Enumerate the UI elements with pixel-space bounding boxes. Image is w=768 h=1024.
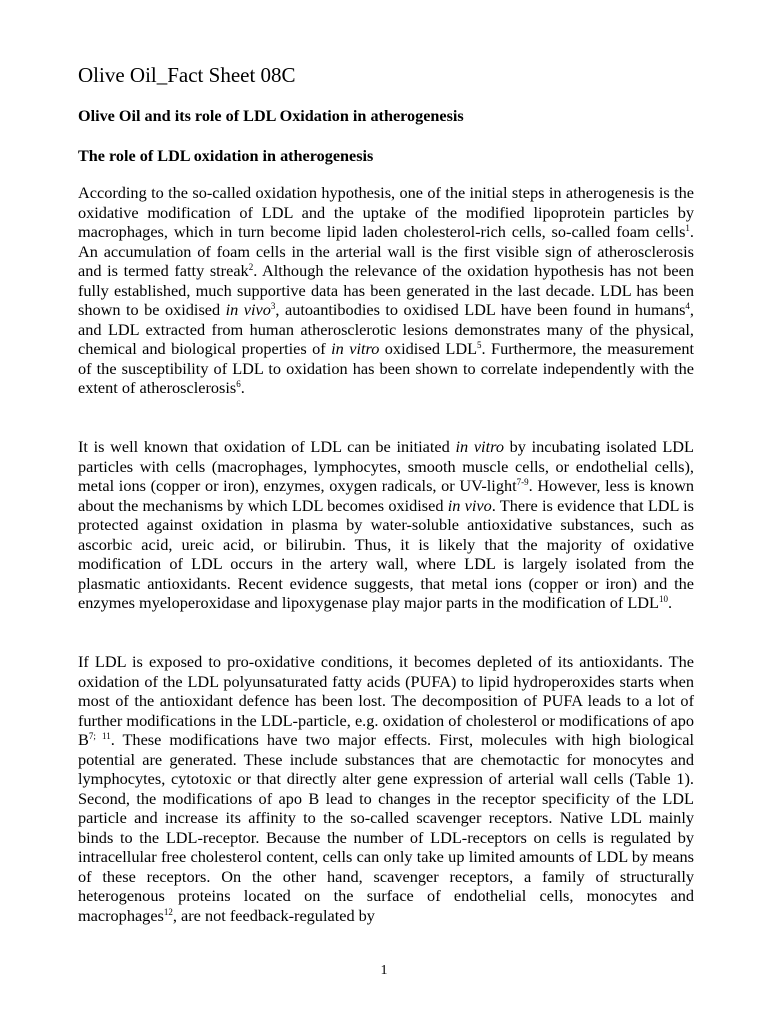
reference-7-9: 7-9 (516, 477, 529, 487)
p2-italic-in-vivo: in vivo (447, 495, 492, 515)
p2-text-5: . (667, 593, 673, 612)
p1-text-8: . (240, 378, 245, 397)
p1-text-5: , and LDL extracted from human atherosclerotic lesions demonstrates many of the physical, chemical and biological properties of (78, 300, 694, 358)
p2-text-1: It is well known that oxidation of LDL can be initiated (78, 437, 456, 456)
p1-text-2: . An accumulation of foam cells in the arterial wall is the first visible sign of atherosclerosis and is termed fatty streak (78, 222, 694, 280)
p3-text-2: . These modifications have two major effects. First, molecules with high biological potential are generated. These include substances that are chemotactic for monocytes and lymphocytes, cytotoxic or that directly alter gene expression of arterial wall cells (Table 1). Second, the modifications of apo B lead to changes in the receptor specificity of the LDL particle and increase its affinity to the so-called scavenger receptors. Native LDL mainly binds to the LDL-receptor. Because the number of LDL-receptors on cells is regulated by intracellular free cholesterol content, cells can only take up limited amounts of LDL by means of these receptors. On the other hand, scavenger receptors, a family of structurally heterogenous proteins located on the surface of endothelial cells, monocytes and macrophages (78, 730, 694, 925)
p2-text-4: . There is evidence that LDL is protected against oxidation in plasma by water-soluble antioxidative substances, such as ascorbic acid, ureic acid, or bilirubin. Thus, it is likely that the majority of oxidative modification of LDL occurs in the artery wall, where LDL is largely isolated from the plasmatic antioxidants. Recent evidence suggests, that metal ions (copper or iron) and the enzymes myeloperoxidase and lipoxygenase play major parts in the modification of LDL (78, 495, 695, 612)
p1-text-3: . Although the relevance of the oxidation hypothesis has not been fully established, much supportive data has been generated in the last decade. LDL has been shown to be oxidised (78, 261, 695, 319)
reference-12: 12 (163, 906, 173, 917)
p2-text-3: . However, less is known about the mechanisms by which LDL becomes oxidised (78, 476, 694, 515)
reference-1: 1 (685, 223, 690, 233)
main-heading: Olive Oil and its role of LDL Oxidation in atherogenesis (78, 107, 464, 125)
reference-7-11: 7; 11 (88, 731, 111, 741)
p2-text-2: by incubating isolated LDL particles with cells (macrophages, lymphocytes, smooth muscle cells, or endothelial cells), metal ions (copper or iron), enzymes, oxygen radicals, or UV-light (78, 437, 695, 495)
p2-italic-in-vitro: in vitro (455, 437, 504, 456)
p1-text-4: , autoantibodies to oxidised LDL have been found in humans (275, 300, 686, 319)
reference-5: 5 (477, 340, 482, 350)
p1-italic-in-vitro: in vitro (331, 339, 380, 358)
p3-text-1: If LDL is exposed to pro-oxidative conditions, it becomes depleted of its antioxidants. The oxidation of the LDL polyunsaturated fatty acids (PUFA) to lipid hydroperoxides starts when most of the antioxidant defence has been lost. The decomposition of PUFA leads to a lot of further modifications in the LDL-particle, e.g. oxidation of cholesterol or modifications of apo B (78, 652, 694, 749)
p1-text-6: oxidised LDL (379, 339, 478, 358)
page-number: 1 (380, 963, 388, 978)
p3-text-3: , are not feedback-regulated by (172, 905, 375, 925)
reference-10: 10 (658, 594, 668, 604)
paragraph-3 (78, 652, 694, 925)
reference-4: 4 (685, 301, 690, 311)
reference-2: 2 (248, 262, 254, 272)
p1-italic-in-vivo: in vivo (225, 300, 271, 319)
reference-3: 3 (270, 301, 276, 311)
paragraph-2 (78, 437, 694, 613)
p1-text-1: According to the so-called oxidation hypothesis, one of the initial steps in atherogenesis is the oxidative modification of LDL and the uptake of the modified lipoprotein particles by macrophages, which in turn become lipid laden cholesterol-rich cells, so-called foam cells (78, 183, 694, 241)
reference-6: 6 (236, 379, 241, 389)
document-title: Olive Oil_Fact Sheet 08C (78, 63, 296, 87)
paragraph-1 (78, 183, 694, 398)
section-heading: The role of LDL oxidation in atherogenesis (78, 147, 374, 165)
p1-text-7: . Furthermore, the measurement of the susceptibility of LDL to oxidation has been shown to correlate independently with the extent of atherosclerosis (78, 339, 695, 397)
